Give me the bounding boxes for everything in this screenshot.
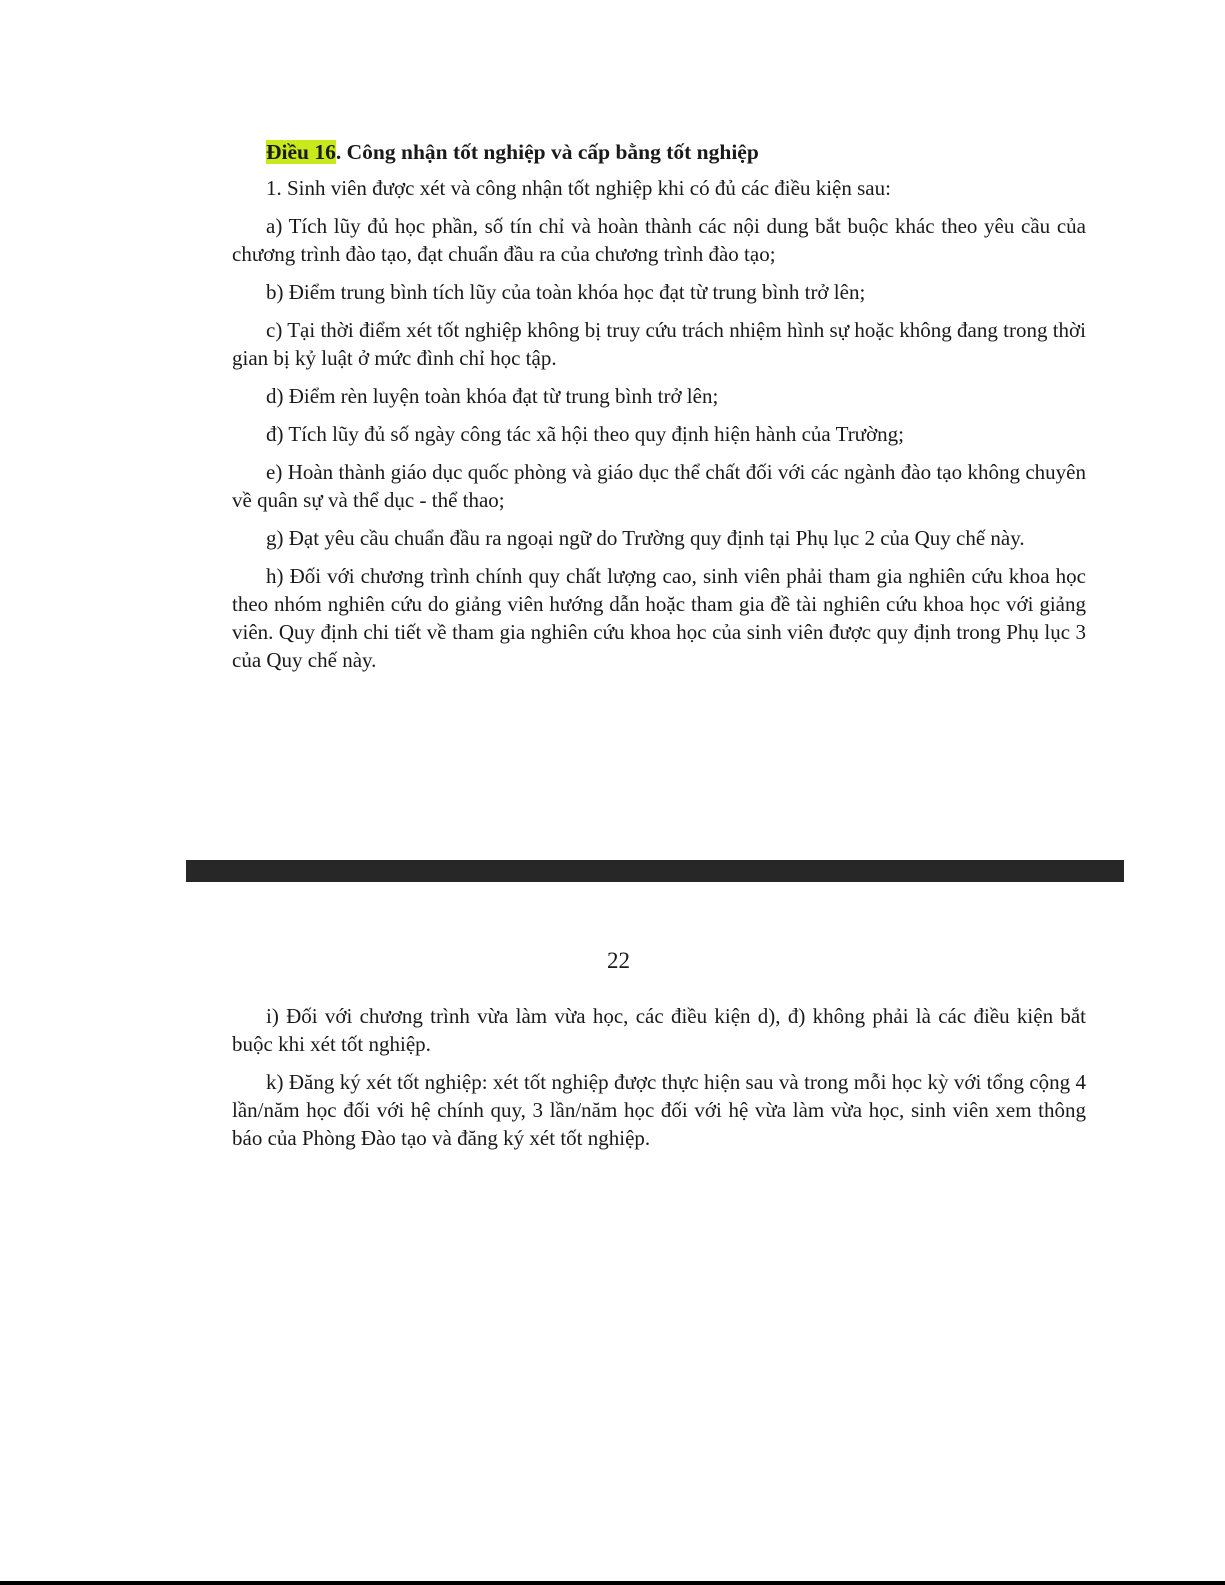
page-divider-bar <box>186 860 1124 882</box>
bottom-edge-rule <box>0 1581 1225 1585</box>
paragraph-item-g: g) Đạt yêu cầu chuẩn đầu ra ngoại ngữ do Trường quy định tại Phụ lục 2 của Quy chế này. <box>266 526 1025 550</box>
paragraph-item-h: h) Đối với chương trình chính quy chất lượng cao, sinh viên phải tham gia nghiên cứu khoa học theo nhóm nghiên cứu do giảng viên hướng dẫn hoặc tham gia đề tài nghiên cứu khoa học với giảng viên. Quy định chi tiết về tham gia nghiên cứu khoa học của sinh viên được quy định trong Phụ lục 3 của Quy chế này. <box>232 564 1086 672</box>
paragraph-item-c: c) Tại thời điểm xét tốt nghiệp không bị truy cứu trách nhiệm hình sự hoặc không đang trong thời gian bị kỷ luật ở mức đình chỉ học tập. <box>232 318 1086 370</box>
article-title: . Công nhận tốt nghiệp và cấp bằng tốt nghiệp <box>335 140 759 164</box>
paragraph-clause-1: 1. Sinh viên được xét và công nhận tốt nghiệp khi có đủ các điều kiện sau: <box>266 176 891 200</box>
page-bottom-section <box>232 1002 1086 1162</box>
paragraph-item-i: i) Đối với chương trình vừa làm vừa học, các điều kiện d), đ) không phải là các điều kiện bắt buộc khi xét tốt nghiệp. <box>232 1004 1086 1056</box>
article-heading <box>266 136 1086 168</box>
paragraph-item-d: d) Điểm rèn luyện toàn khóa đạt từ trung bình trở lên; <box>266 384 719 408</box>
paragraph-item-dd: đ) Tích lũy đủ số ngày công tác xã hội theo quy định hiện hành của Trường; <box>266 422 905 446</box>
paragraph-item-b: b) Điểm trung bình tích lũy của toàn khóa học đạt từ trung bình trở lên; <box>266 280 866 304</box>
article-number-highlight: Điều 16 <box>266 140 336 164</box>
paragraph-item-k: k) Đăng ký xét tốt nghiệp: xét tốt nghiệp được thực hiện sau và trong mỗi học kỳ với tổng cộng 4 lần/năm học đối với hệ chính quy, 3 lần/năm học đối với hệ vừa làm vừa học, sinh viên xem thông báo của Phòng Đào tạo và đăng ký xét tốt nghiệp. <box>232 1070 1086 1150</box>
paragraph-item-a: a) Tích lũy đủ học phần, số tín chỉ và hoàn thành các nội dung bắt buộc khác theo yêu cầu của chương trình đào tạo, đạt chuẩn đầu ra của chương trình đào tạo; <box>232 214 1086 266</box>
paragraph-item-e: e) Hoàn thành giáo dục quốc phòng và giáo dục thể chất đối với các ngành đào tạo không chuyên về quân sự và thể dục - thể thao; <box>232 460 1086 512</box>
page-top-section <box>232 136 1086 684</box>
page-number: 22 <box>607 948 630 973</box>
